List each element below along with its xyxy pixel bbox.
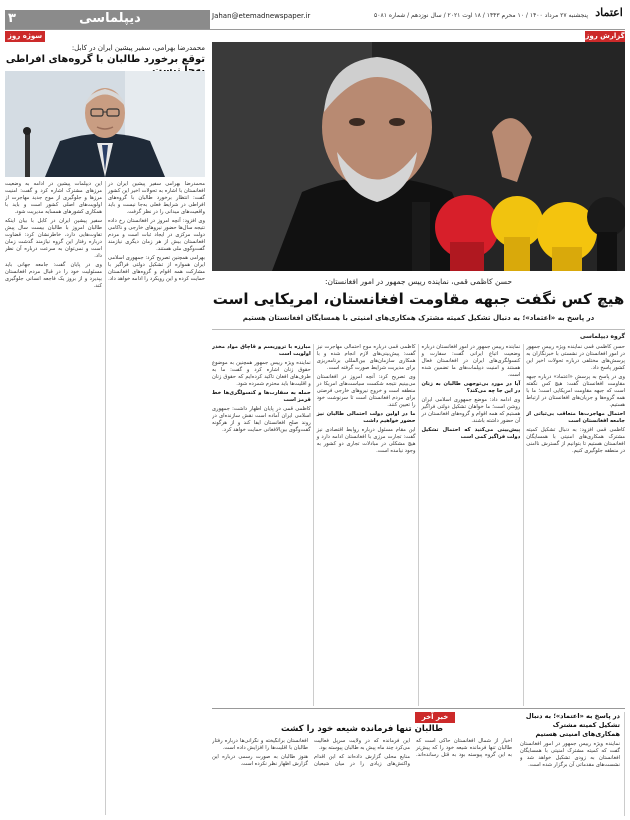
subheading: احتمال مهاجرت‌ها متعاقب بی‌ثباتی از جامعه افغانستان است xyxy=(526,411,625,424)
subheading: مبارزه با تروریسم و قاچاق مواد مخدر اولویت است xyxy=(212,344,311,357)
paragraph: وی افزود: آنچه امروز در افغانستان رخ داده نتیجه سال‌ها حضور نیروهای خارجی و ناکامی دولت مرکزی در ایجاد ثبات است و مردم افغانستان بیش از هر زمان دیگری نیازمند گفت‌وگوی ملی هستند. xyxy=(108,218,205,252)
left-story-photo xyxy=(5,71,205,177)
paragraph: منابع محلی گزارش داده‌اند که این اقدام واکنش‌های زیادی را در میان شیعیان افغانستان برانگیخته و نگرانی‌ها درباره رفتار طالبان با اقلیت‌ها را افزایش داده است. xyxy=(212,738,410,767)
paragraph: کاظمی قمی درباره موج احتمالی مهاجرت نیز گفت: پیش‌بینی‌های لازم انجام شده و با همکاری سازمان‌های بین‌المللی برنامه‌ریزی برای مدیریت شرایط صورت گرفته است. xyxy=(316,344,416,371)
tag-latest-news: خبر آخر xyxy=(415,712,455,723)
paragraph: کاظمی قمی در پایان اظهار داشت: جمهوری اسلامی ایران آماده است نقش سازنده‌ای در روند صلح افغانستان ایفا کند و از هرگونه گفت‌وگوی بین‌الافغانی حمایت خواهد کرد. xyxy=(212,406,311,433)
left-story-kicker: محمدرضا بهرامی، سفیر پیشین ایران در کابل: xyxy=(71,44,205,52)
paragraph: حسن کاظمی قمی نماینده ویژه رییس جمهور در امور افغانستان در نشستی با خبرنگاران به پرسش‌های مختلفی درباره تحولات اخیر این کشور پاسخ داد. xyxy=(526,344,625,371)
section-title: دیپلماسی xyxy=(79,11,141,26)
divider xyxy=(212,329,625,330)
paragraph: بهرامی همچنین تصریح کرد: جمهوری اسلامی ایران همواره از تشکیل دولتی فراگیر با مشارکت همه اقوام و گروه‌های افغانستان حمایت کرده و این رویکرد را ادامه خواهد داد. xyxy=(108,255,205,282)
paragraph: محمدرضا بهرامی سفیر پیشین ایران در افغانستان با اشاره به تحولات اخیر این کشور گفت: انتظار برخورد طالبان با گروه‌های افراطی در شرایط فعلی به‌جا نیست و باید واقعیت‌های میدانی را در نظر گرفت. xyxy=(108,181,205,215)
paragraph: این دیپلمات پیشین در ادامه به وضعیت مرزهای مشترک اشاره کرد و گفت: امنیت مرزها و جلوگیری از موج جدید مهاجرت از اولویت‌های اصلی کشور است و باید با همکاری کشورهای همسایه مدیریت شود. xyxy=(5,181,102,215)
paragraph: اخبار از شمال افغانستان حاکی است که طالبان تنها فرمانده شیعه خود را که پیش‌تر به این گروه پیوسته بود به قتل رسانده‌اند. این فرمانده که در ولایت سرپل فعالیت می‌کرد چند ماه پیش به طالبان پیوسته بود. xyxy=(314,738,512,758)
paragraph: کاظمی قمی افزود: به دنبال تشکیل کمیته مشترک همکاری‌های امنیتی با همسایگان افغانستان هستیم تا بتوانیم از گسترش ناامنی در منطقه جلوگیری کنیم. xyxy=(526,427,625,454)
paragraph: وی در پاسخ به پرسش «اعتماد» درباره جبهه مقاومت افغانستان گفت: هیچ کس نگفته است که جبهه مقاومت امریکایی است؛ ما با همه گروه‌ها و جریان‌های افغانستان در ارتباط هستیم. xyxy=(526,374,625,408)
bottom-sidebar xyxy=(520,712,625,816)
tag-subject-of-day: سوژه روز xyxy=(5,31,45,42)
contact-email: Jahan@etemadnewspaper.ir xyxy=(212,12,311,20)
main-story-kicker: حسن کاظمی قمی، نماینده رییس جمهور در امور افغانستان: xyxy=(325,277,512,286)
paragraph: سفیر پیشین ایران در کابل با بیان اینکه طالبان امروز با طالبان بیست سال پیش تفاوت‌هایی دارد، خاطرنشان کرد: قضاوت درباره رفتار این گروه نیازمند گذشت زمان است و نمی‌توان به سرعت درباره آن نظر داد. xyxy=(5,218,102,259)
paragraph: وی ادامه داد: موضع جمهوری اسلامی ایران روشن است؛ ما خواهان تشکیل دولتی فراگیر هستیم که همه اقوام و گروه‌های افغانستان در آن حضور داشته باشند. xyxy=(421,397,521,424)
paragraph: وی در پایان گفت: جامعه جهانی باید مسئولیت خود را در قبال مردم افغانستان بپذیرد و از بروز یک فاجعه انسانی جلوگیری کند. xyxy=(5,262,102,289)
main-story-headline: هیچ کس نگفت جبهه مقاومت افغانستان، امریکایی است xyxy=(212,290,625,308)
sidebar-text: نماینده ویژه رییس جمهور در امور افغانستان گفت که کمیته مشترک امنیتی با همسایگان افغانستان به زودی تشکیل خواهد شد و نشست‌های مقدماتی آن برگزار شده است. xyxy=(520,741,620,768)
byline: گروه دیپلماسی xyxy=(579,333,625,340)
left-story-body xyxy=(5,181,205,815)
paragraph: نماینده ویژه رییس جمهور همچنین به موضوع حقوق زنان اشاره کرد و گفت: ما به طرف‌های افغان تاکید کرده‌ایم که حقوق زنان و اقلیت‌ها باید محترم شمرده شود. xyxy=(212,360,311,387)
left-story-headline: توقع برخورد طالبان با گروه‌های افراطی xyxy=(5,54,205,65)
main-story-body xyxy=(212,344,625,706)
tag-report-of-day: گزارش روز xyxy=(585,32,625,40)
paragraph: وی تصریح کرد: آنچه امروز در افغانستان می‌بینیم نتیجه شکست سیاست‌های امریکا در منطقه است و خروج نیروهای خارجی فرصتی برای مردم افغانستان است تا سرنوشت خود را تعیین کنند. xyxy=(316,374,416,408)
paragraph: این مقام مسئول درباره روابط اقتصادی نیز گفت: تجارت مرزی با افغانستان ادامه دارد و هیچ مشکلی در مبادلات تجاری دو کشور به وجود نیامده است. xyxy=(316,427,416,454)
newspaper-logo: اعتماد xyxy=(595,6,623,19)
page-number: ۳ xyxy=(8,11,16,26)
dateline: پنجشنبه ۲۷ مرداد ۱۴۰۰ / ۱۰ محرم ۱۴۴۳ / ۱۸ اوت ۲۰۲۱ / سال نوزدهم / شماره ۵۰۸۱ xyxy=(374,12,588,19)
main-story-photo xyxy=(212,42,625,271)
subheading: پیش‌بینی می‌کنید که احتمال تشکیل دولت فراگیر کمی است xyxy=(421,427,521,440)
paragraph: هنوز طالبان به صورت رسمی درباره این گزارش اظهار نظر نکرده است. xyxy=(212,754,308,767)
bottom-story-body xyxy=(212,738,512,814)
subheading: ما در اولین دولت احتمالی طالبان نیز حضور خواهیم داشت xyxy=(316,411,416,424)
subheading: حمله به سفارت‌ها و کنسولگری‌ها خط قرمز است xyxy=(212,390,311,403)
subheading: آیا در مورد بی‌توجهی طالبان به زنان در این جا چه می‌کند؟ xyxy=(421,381,521,394)
paragraph: نماینده رییس جمهور در امور افغانستان درباره وضعیت اتباع ایرانی گفت: سفارت و کنسولگری‌های ایران در افغانستان فعال هستند و امنیت دیپلمات‌های ما تضمین شده است. xyxy=(421,344,521,378)
header-rule xyxy=(5,29,625,30)
main-story-subtitle: در پاسخ به «اعتماد»؛ به دنبال تشکیل کمیته مشترک همکاری‌های امنیتی با همسایگان افغانستان هستیم xyxy=(242,314,595,322)
portrait-illustration xyxy=(5,71,205,177)
bottom-story-headline: طالبان تنها فرمانده شیعه خود را کشت xyxy=(281,724,443,734)
sidebar-headline: در پاسخ به «اعتماد»؛ به دنبال تشکیل کمیته مشترک همکاری‌های امنیتی هستیم xyxy=(525,712,620,738)
speaker-with-microphones-illustration xyxy=(212,42,625,271)
